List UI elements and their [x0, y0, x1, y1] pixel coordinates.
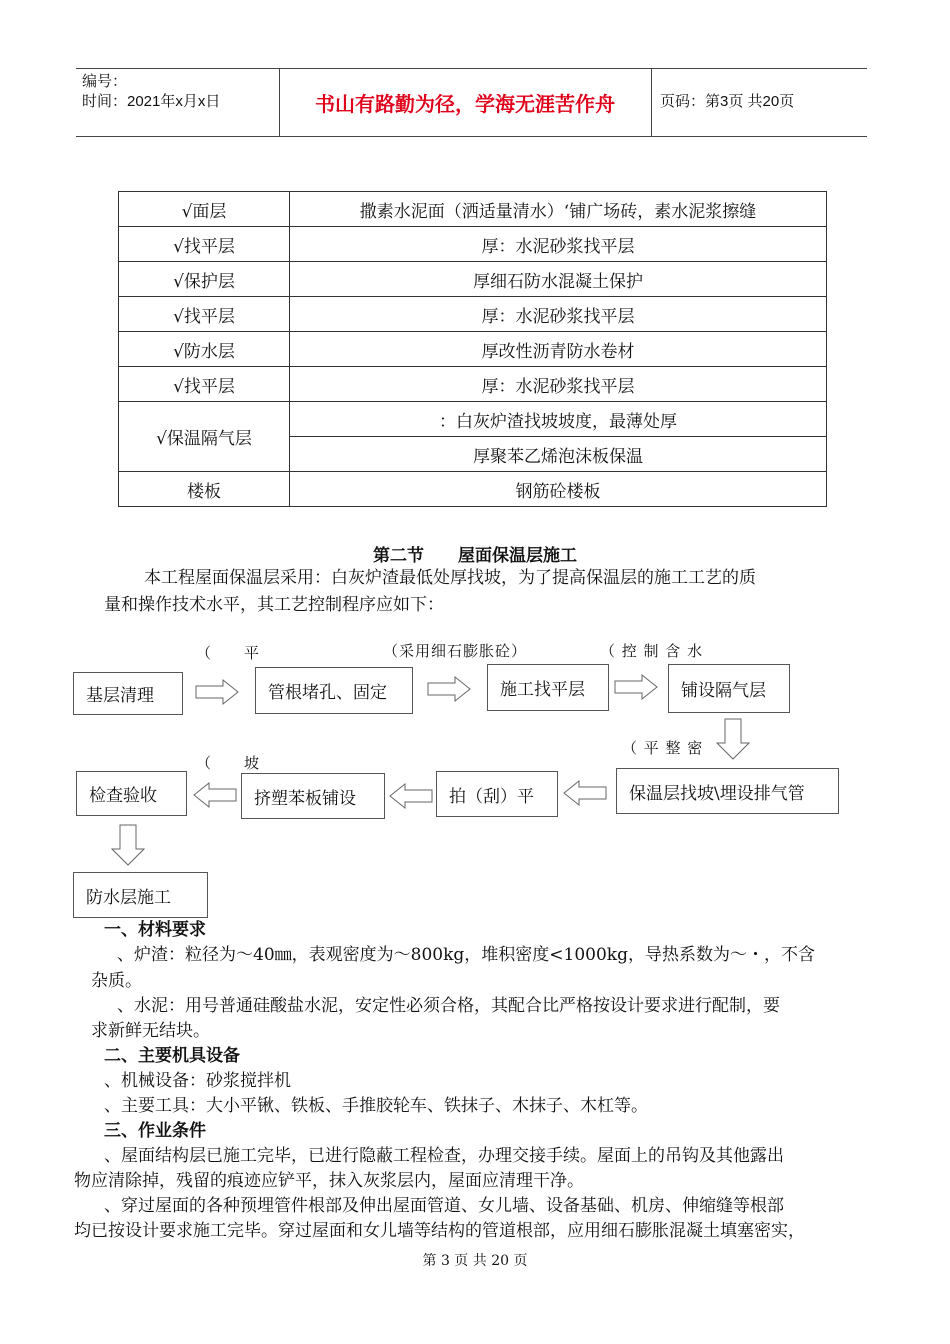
table-row	[119, 227, 827, 262]
flow-step-vapor-barrier: 铺设隔气层	[668, 664, 790, 713]
table-row	[119, 472, 827, 507]
code-label: 编号：	[82, 73, 128, 90]
paragraph: 、屋面结构层已施工完毕，已进行隐蔽工程检查，办理交接手续。屋面上的吊钩及其他露出	[104, 1146, 784, 1166]
flow-note: （采用细石膨胀砼）	[383, 642, 528, 660]
heading-materials: 一、材料要求	[104, 920, 206, 940]
table-row	[119, 297, 827, 332]
layer-desc: 厚：水泥砂浆找平层	[290, 297, 827, 332]
table-row	[119, 402, 827, 437]
arrow-right-icon	[195, 679, 239, 705]
paragraph: 、机械设备：砂浆搅拌机	[104, 1071, 291, 1091]
paragraph: 均已按设计要求施工完毕。穿过屋面和女儿墙等结构的管道根部，应用细石膨胀混凝土填塞密实，	[74, 1221, 805, 1241]
section-title: 第二节 屋面保温层施工	[373, 546, 577, 566]
flow-note: （ 平	[196, 644, 261, 662]
intro-line: 量和操作技术水平，其工艺控制程序应如下：	[104, 595, 444, 615]
arrow-right-icon	[614, 674, 658, 700]
flow-step-inspection: 检查验收	[76, 771, 187, 816]
arrow-left-icon	[563, 780, 607, 806]
layer-desc: 撒素水泥面（洒适量清水）‘铺广场砖，素水泥浆擦缝	[290, 192, 827, 227]
paragraph: 杂质。	[91, 971, 142, 991]
flow-step-board-lay: 挤塑苯板铺设	[241, 773, 385, 819]
page-footer: 第 3 页 共 20 页	[422, 1253, 528, 1269]
header-motto: 书山有路勤为径，学海无涯苦作舟	[315, 91, 615, 116]
layer-name: √找平层	[119, 297, 290, 332]
arrow-right-icon	[427, 676, 471, 702]
heading-conditions: 三、作业条件	[104, 1121, 206, 1141]
layer-desc: 厚聚苯乙烯泡沫板保温	[290, 437, 827, 472]
header-divider	[651, 68, 652, 136]
arrow-down-icon	[716, 718, 750, 760]
paragraph: 、炉渣：粒径为～40㎜，表观密度为～800kg，堆积密度<1000kg，导热系数为～・，不含	[117, 945, 815, 965]
layer-name: √找平层	[119, 227, 290, 262]
paragraph: 求新鲜无结块。	[91, 1021, 210, 1041]
table-row	[119, 332, 827, 367]
time-label: 时间：2021年x月x日	[82, 93, 221, 110]
layer-desc: 钢筋砼楼板	[290, 472, 827, 507]
table-row	[119, 192, 827, 227]
roof-layers-table	[118, 191, 827, 507]
heading-equipment: 二、主要机具设备	[104, 1046, 240, 1066]
table-row	[119, 262, 827, 297]
layer-desc: 厚改性沥青防水卷材	[290, 332, 827, 367]
layer-desc: 厚细石防水混凝土保护	[290, 262, 827, 297]
layer-name: √面层	[119, 192, 290, 227]
layer-desc: ：白灰炉渣找坡坡度，最薄处厚	[290, 402, 827, 437]
layer-name: √保护层	[119, 262, 290, 297]
header-bottom-rule	[76, 136, 867, 137]
intro-line: 本工程屋面保温层采用：白灰炉渣最低处厚找坡，为了提高保温层的施工工艺的质	[144, 568, 756, 588]
table-row	[119, 367, 827, 402]
flow-note: （ 控 制 含 水	[600, 642, 704, 660]
layer-name: 楼板	[119, 472, 290, 507]
flow-step-pipe-seal: 管根堵孔、固定	[255, 667, 413, 714]
paragraph: 、主要工具：大小平锹、铁板、手推胶轮车、铁抹子、木抹子、木杠等。	[104, 1096, 648, 1116]
layer-desc: 厚：水泥砂浆找平层	[290, 367, 827, 402]
paragraph: 、水泥：用号普通硅酸盐水泥，安定性必须合格，其配合比严格按设计要求进行配制，要	[117, 996, 780, 1016]
flow-note: （ 坡	[196, 754, 261, 772]
layer-name: √防水层	[119, 332, 290, 367]
flow-note: （ 平 整 密	[622, 739, 704, 757]
paragraph: 物应清除掉，残留的痕迹应铲平，抹入灰浆层内，屋面应清理干净。	[74, 1171, 584, 1191]
flow-step-slope-vent: 保温层找坡\埋设排气管	[616, 768, 839, 814]
paragraph: 、穿过屋面的各种预埋管件根部及伸出屋面管道、女儿墙、设备基础、机房、伸缩缝等根部	[104, 1196, 784, 1216]
arrow-left-icon	[389, 783, 433, 809]
arrow-left-icon	[193, 782, 237, 808]
flow-step-flatten: 拍（刮）平	[436, 771, 558, 817]
flow-step-base-clean: 基层清理	[73, 672, 183, 715]
flow-step-waterproof: 防水层施工	[73, 872, 208, 918]
header-meta	[82, 72, 220, 112]
layer-desc: 厚：水泥砂浆找平层	[290, 227, 827, 262]
flow-step-leveling: 施工找平层	[487, 664, 609, 711]
layer-name: √保温隔气层	[119, 402, 290, 472]
layer-name: √找平层	[119, 367, 290, 402]
page-label: 页码：第3页 共20页	[660, 93, 795, 110]
arrow-down-icon	[111, 824, 145, 866]
